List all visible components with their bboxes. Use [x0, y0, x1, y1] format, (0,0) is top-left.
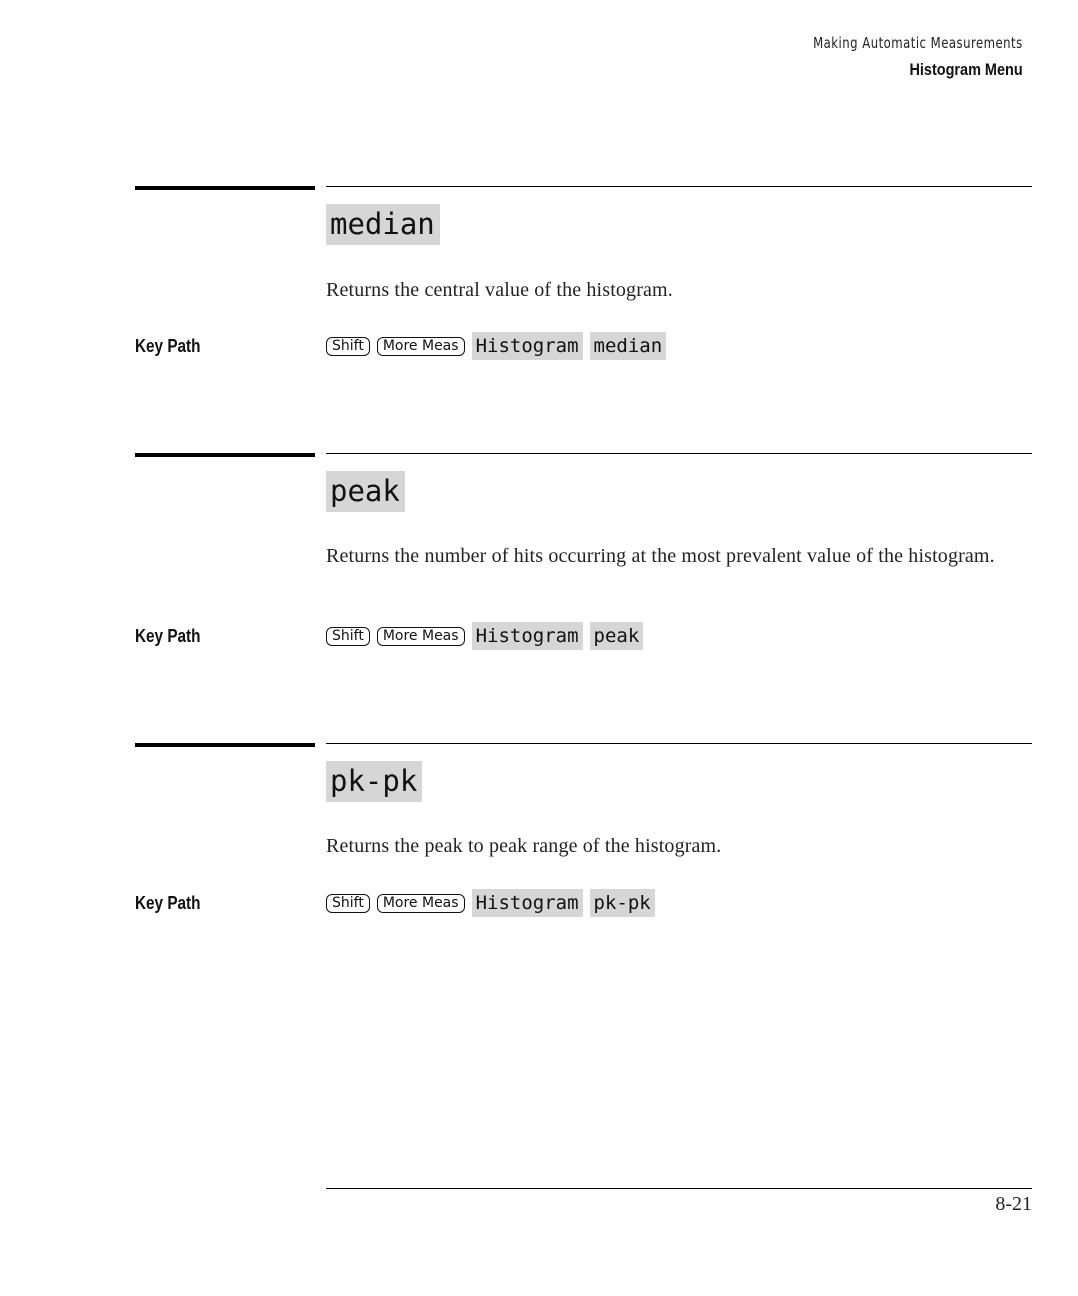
median-softkey: median [590, 332, 667, 360]
section-rule-thick [135, 453, 315, 457]
section-rule-thin [326, 743, 1032, 744]
footer-rule [326, 1188, 1032, 1189]
entry-description: Returns the central value of the histogram. [326, 279, 673, 301]
more-meas-key: More Meas [377, 337, 465, 356]
shift-key: Shift [326, 627, 370, 646]
histogram-softkey: Histogram [472, 332, 583, 360]
chapter-title: Making Automatic Measurements [813, 34, 1023, 52]
key-path [326, 889, 655, 917]
section-rule-thick [135, 743, 315, 747]
section-rule-thin [326, 186, 1032, 187]
key-path-label: Key Path [135, 336, 201, 356]
key-path-label: Key Path [135, 626, 201, 646]
running-header [754, 32, 1023, 80]
section-title: Histogram Menu [909, 60, 1023, 79]
histogram-softkey: Histogram [472, 622, 583, 650]
peak-softkey: peak [590, 622, 644, 650]
shift-key: Shift [326, 337, 370, 356]
key-path [326, 622, 643, 650]
key-path-label: Key Path [135, 893, 201, 913]
entry-description: Returns the peak to peak range of the histogram. [326, 835, 722, 857]
key-path [326, 332, 666, 360]
shift-key: Shift [326, 894, 370, 913]
histogram-softkey: Histogram [472, 889, 583, 917]
more-meas-key: More Meas [377, 627, 465, 646]
page-number: 8-21 [995, 1193, 1032, 1215]
softkey-title-median: median [326, 204, 440, 245]
section-rule-thin [326, 453, 1032, 454]
pk-pk-softkey: pk-pk [590, 889, 655, 917]
more-meas-key: More Meas [377, 894, 465, 913]
entry-description: Returns the number of hits occurring at the most prevalent value of the histogram. [326, 545, 995, 567]
softkey-title-pk-pk: pk-pk [326, 761, 422, 802]
section-rule-thick [135, 186, 315, 190]
softkey-title-peak: peak [326, 471, 405, 512]
